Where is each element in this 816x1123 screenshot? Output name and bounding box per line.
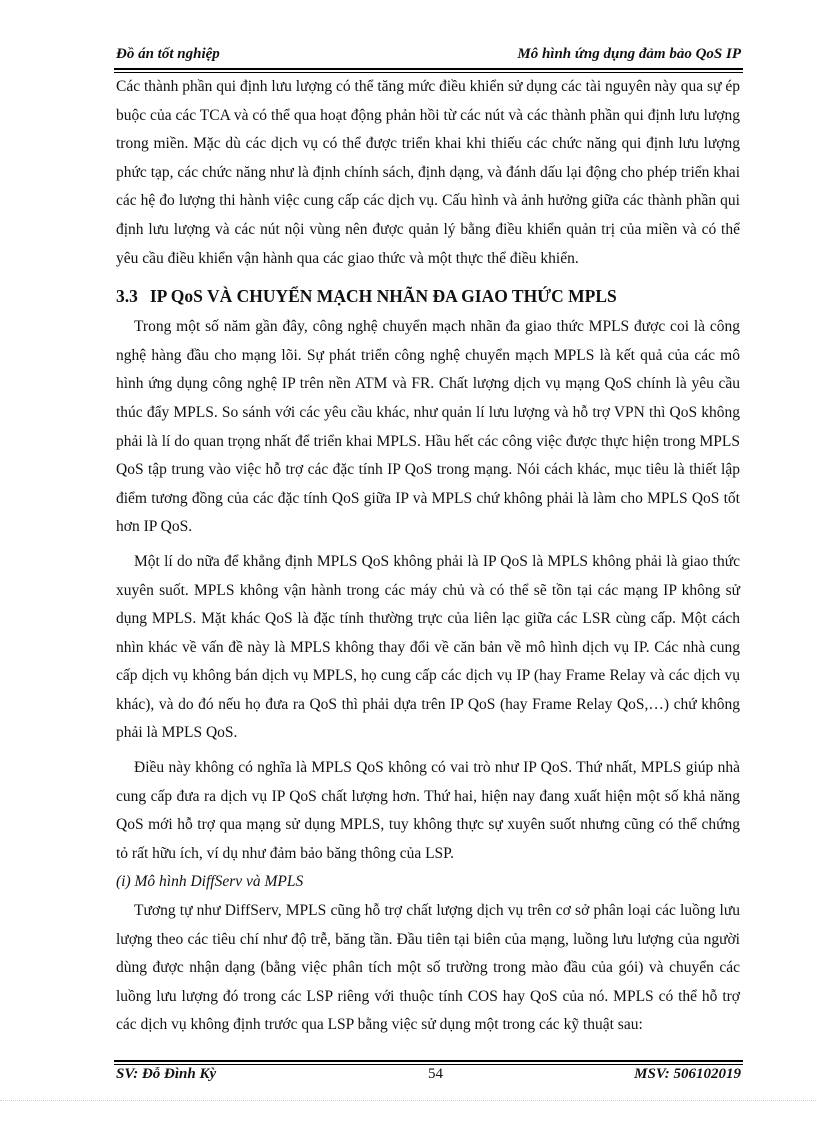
section-number: 3.3 xyxy=(116,286,138,307)
footer-student-name: SV: Đỗ Đình Kỳ xyxy=(116,1066,217,1082)
footer-student-id: MSV: 506102019 xyxy=(634,1066,741,1082)
paragraph-mpls-qos-role: Điều này không có nghĩa là MPLS QoS không có vai trò như IP QoS. Thứ nhất, MPLS giúp nhà cung cấp đưa ra dịch vụ IP QoS chất lượng hơn. Thứ hai, hiện nay đang xuất hiện một số khả năng QoS mới hỗ trợ qua mạng sử dụng MPLS, tuy không thực sự xuyên suốt nhưng cũng có thể chứng tỏ rất hữu ích, ví dụ như đảm bảo băng thông của LSP. xyxy=(116,759,740,862)
paragraph-traffic-conditioning: Các thành phần qui định lưu lượng có thể tăng mức điều khiển sử dụng các tài nguyên này qua sự ép buộc của các TCA và có thể qua hoạt động phản hồi từ các nút và các thành phần qui định lưu lượng trong miền. Mặc dù các dịch vụ có thể được triển khai khi thiếu các chức năng qui định lưu lượng phức tạp, các chức năng như là định chính sách, định dạng, và đánh dấu lại động cho phép triển khai các hệ đo lượng thi hành việc cung cấp các dịch vụ. Cấu hình và ảnh hưởng giữa các thành phần qui định lưu lượng và các nút nội vùng nên được quản lý bằng điều khiển quản trị của miền và có thể yêu cầu điều khiển vận hành qua các giao thức và một thực thể điều khiển. xyxy=(116,78,740,267)
paragraph-mpls-intro: Trong một số năm gần đây, công nghệ chuyển mạch nhãn đa giao thức MPLS được coi là công nghệ hàng đầu cho mạng lõi. Sự phát triển công nghệ chuyển mạch MPLS là kết quả của các mô hình ứng dụng công nghệ IP trên nền ATM và FR. Chất lượng dịch vụ mạng QoS chính là yêu cầu thúc đẩy MPLS. So sánh với các yêu cầu khác, như quản lí lưu lượng và hỗ trợ VPN thì QoS không phải là lí do quan trọng nhất để triển khai MPLS. Hầu hết các công việc được thực hiện trong MPLS QoS tập trung vào việc hỗ trợ các đặc tính IP QoS trong mạng. Nói cách khác, mục tiêu là thiết lập điểm tương đồng của các đặc tính QoS giữa IP và MPLS chứ không phải là làm cho MPLS QoS tốt hơn IP QoS. xyxy=(116,318,740,536)
header-left-title: Đồ án tốt nghiệp xyxy=(116,46,220,62)
header-right-title: Mô hình ứng dụng đảm bảo QoS IP xyxy=(517,46,741,62)
page-edge-divider xyxy=(0,1100,816,1101)
page-number: 54 xyxy=(428,1066,443,1082)
paragraph-mpls-not-end-to-end: Một lí do nữa để khẳng định MPLS QoS không phải là IP QoS là MPLS không phải là giao thức xuyên suốt. MPLS không vận hành trong các máy chủ và có thể sẽ tồn tại các mạng IP không sử dụng MPLS. Mặt khác QoS là đặc tính thường trực của liên lạc giữa các LSR cùng cấp. Một cách nhìn khác về vấn đề này là MPLS không thay đổi về căn bản về mô hình dịch vụ IP. Các nhà cung cấp dịch vụ không bán dịch vụ MPLS, họ cung cấp các dịch vụ IP (hay Frame Relay và các dịch vụ khác), và do đó nếu họ đưa ra QoS thì phải dựa trên IP QoS (hay Frame Relay QoS,…) chứ không phải là MPLS QoS. xyxy=(116,552,740,742)
page-content xyxy=(116,73,740,1040)
paragraph-diffserv-mpls: Tương tự như DiffServ, MPLS cũng hỗ trợ chất lượng dịch vụ trên cơ sở phân loại các luồng lưu lượng theo các tiêu chí như độ trễ, băng tần. Đầu tiên tại biên của mạng, luồng lưu lượng của người dùng được nhận dạng (bằng việc phân tích một số trường trong mào đầu của gói) và chuyển các luồng lưu lượng đó trong các LSP riêng với thuộc tính COS hay QoS của nó. MPLS có thể hỗ trợ các dịch vụ không định trước qua LSP bằng việc sử dụng một trong các kỹ thuật sau: xyxy=(116,902,740,1034)
section-heading xyxy=(116,281,740,311)
footer-rule xyxy=(114,1060,743,1065)
sub-heading-diffserv-mpls: (i) Mô hình DiffServ và MPLS xyxy=(116,873,304,891)
section-title: IP QoS VÀ CHUYỂN MẠCH NHÃN ĐA GIAO THỨC MPLS xyxy=(149,286,617,307)
page-footer xyxy=(116,1066,741,1088)
page-header xyxy=(116,46,741,68)
